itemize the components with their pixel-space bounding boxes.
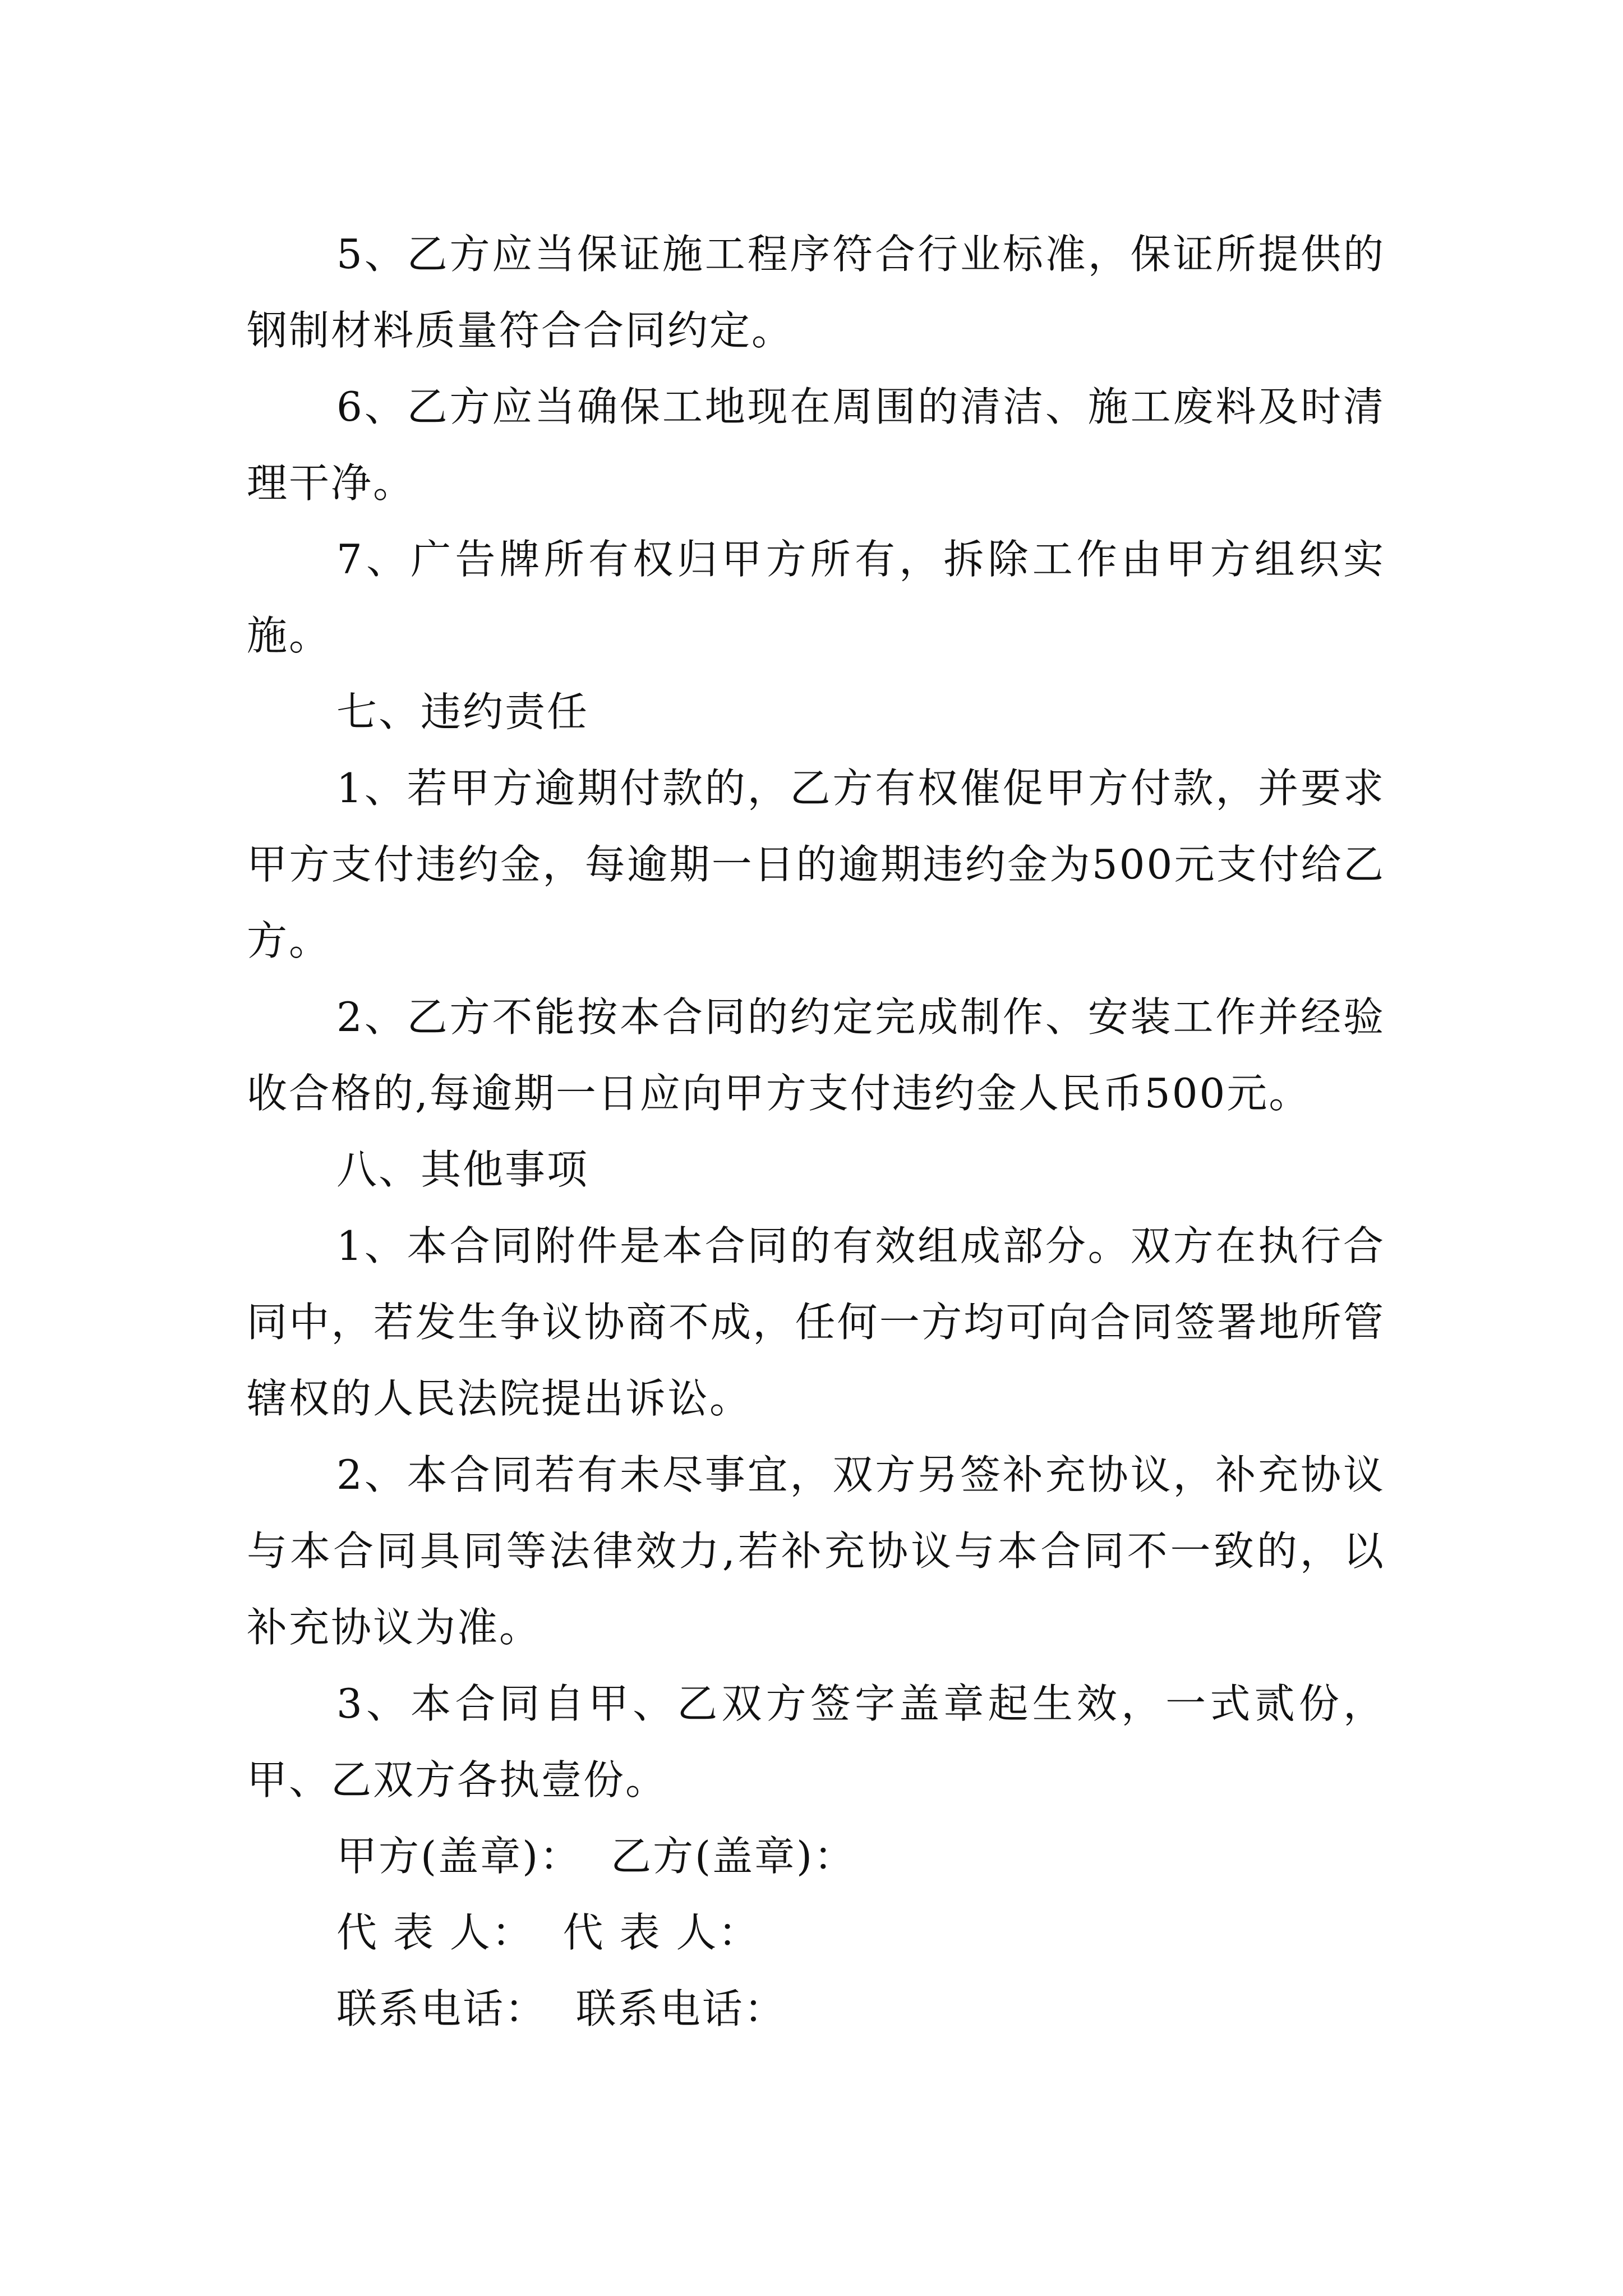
party-a-seal-label: 甲方(盖章)： bbox=[336, 1833, 582, 1880]
clause-7-1: 1、若甲方逾期付款的，乙方有权催促甲方付款，并要求甲方支付违约金，每逾期一日的逾期违约金为500元支付给乙方。 bbox=[247, 765, 1385, 964]
party-b-phone-label: 联系电话： bbox=[575, 1985, 786, 2032]
party-a-rep-label: 代 表 人： bbox=[336, 1909, 534, 1956]
signature-rep-line bbox=[247, 1894, 1385, 1971]
clause-7-2: 2、乙方不能按本合同的约定完成制作、安装工作并经验收合格的,每逾期一日应向甲方支付违约金人民币500元。 bbox=[247, 993, 1385, 1117]
party-a-phone-label: 联系电话： bbox=[336, 1985, 547, 2032]
clause-6-5: 5、乙方应当保证施工程序符合行业标准，保证所提供的钢制材料质量符合合同约定。 bbox=[247, 231, 1385, 354]
section-heading-7: 七、违约责任 bbox=[336, 688, 589, 735]
clause-6-6: 6、乙方应当确保工地现在周围的清洁、施工废料及时清理干净。 bbox=[247, 383, 1385, 507]
contract-body bbox=[247, 216, 1385, 2047]
signature-seal-line bbox=[247, 1818, 1385, 1894]
clause-8-2: 2、本合同若有未尽事宜，双方另签补充协议，补充协议与本合同具同等法律效力,若补充协议与本合同不一致的，以补充协议为准。 bbox=[247, 1451, 1385, 1651]
clause-6-7: 7、广告牌所有权归甲方所有，拆除工作由甲方组织实施。 bbox=[247, 536, 1385, 659]
party-b-rep-label: 代 表 人： bbox=[562, 1909, 760, 1956]
party-b-seal-label: 乙方(盖章)： bbox=[610, 1833, 856, 1880]
section-heading-8: 八、其他事项 bbox=[336, 1146, 589, 1193]
clause-8-3: 3、本合同自甲、乙双方签字盖章起生效，一式贰份，甲、乙双方各执壹份。 bbox=[247, 1680, 1385, 1803]
signature-phone-line bbox=[247, 1971, 1385, 2047]
clause-8-1: 1、本合同附件是本合同的有效组成部分。双方在执行合同中，若发生争议协商不成，任何一方均可向合同签署地所管辖权的人民法院提出诉讼。 bbox=[247, 1222, 1385, 1422]
